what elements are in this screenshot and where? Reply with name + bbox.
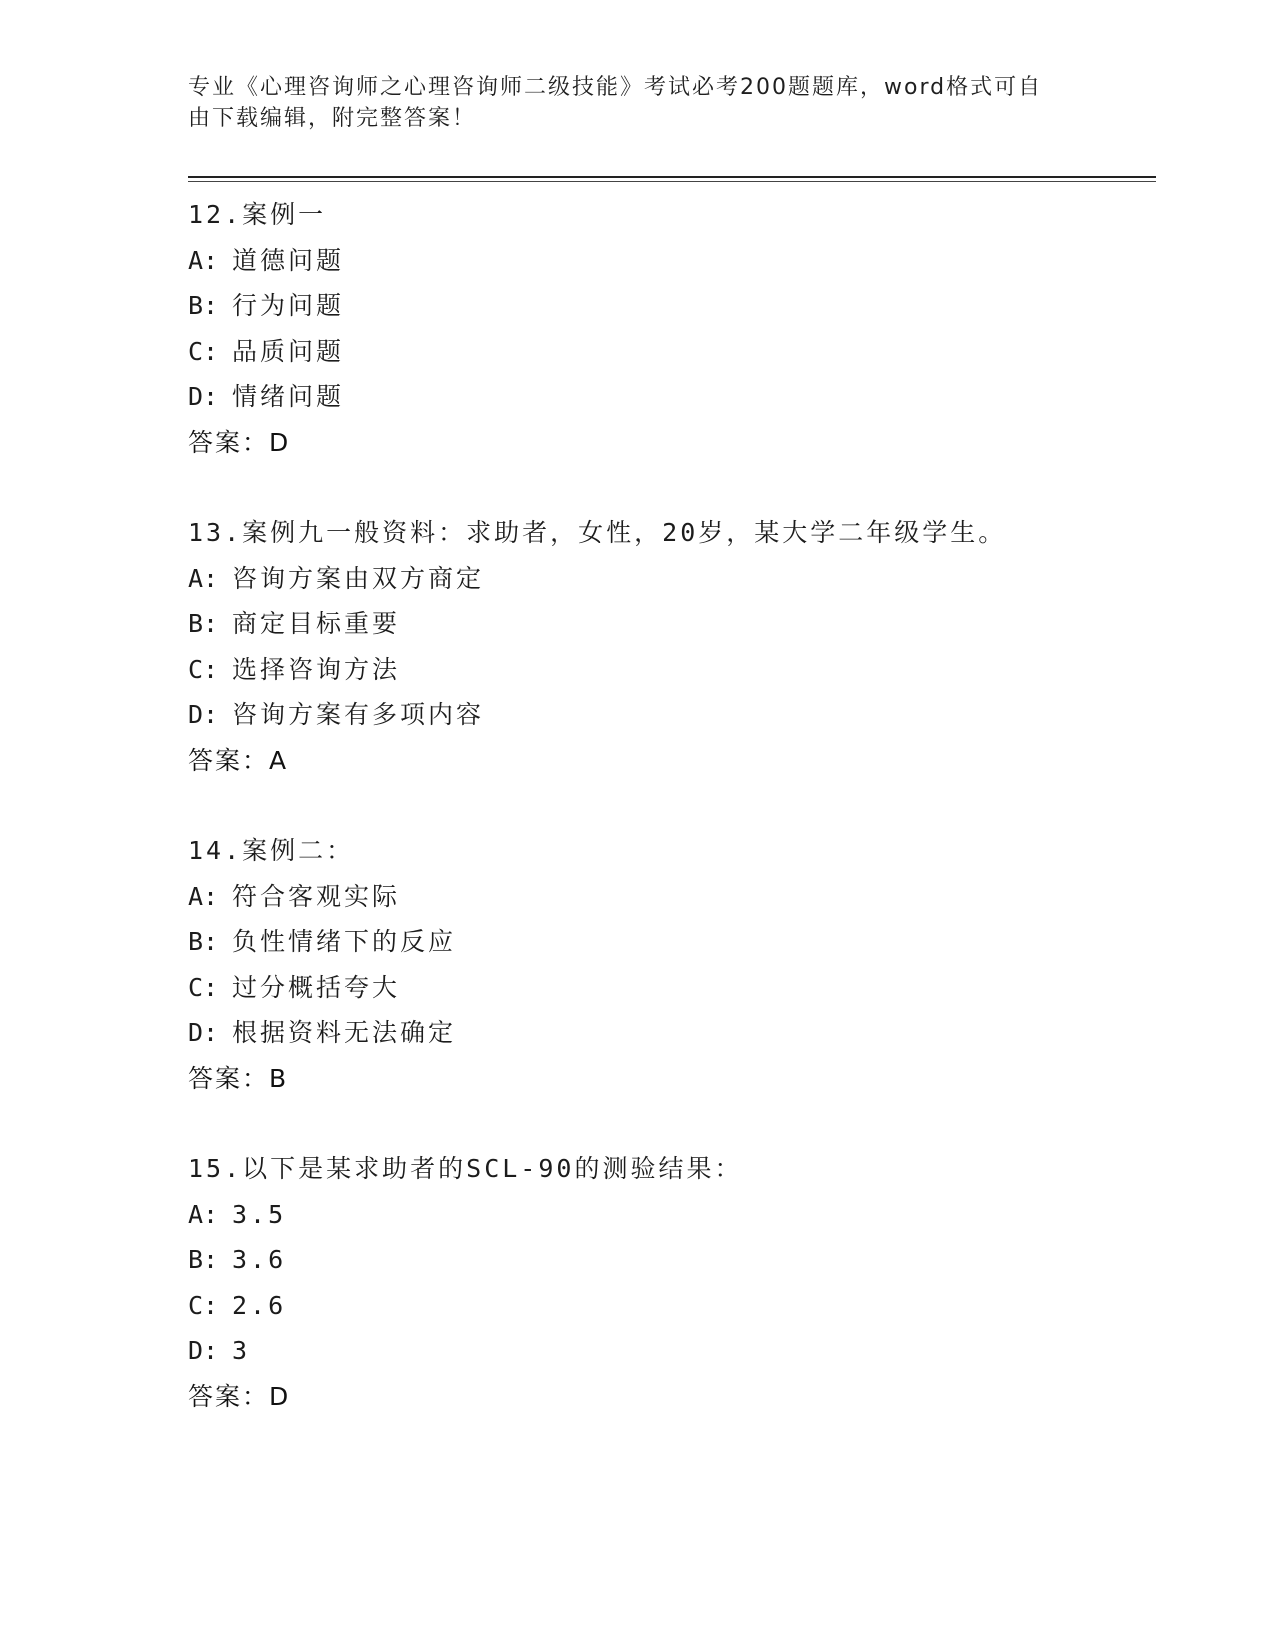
option-letter: C: bbox=[188, 654, 219, 684]
option-text: 2.6 bbox=[232, 1290, 287, 1320]
option-letter: A: bbox=[188, 881, 219, 911]
option-text: 符合客观实际 bbox=[232, 881, 401, 911]
option-text: 商定目标重要 bbox=[232, 609, 401, 638]
question-stem: 15.以下是某求助者的SCL-90的测验结果： bbox=[188, 1154, 743, 1183]
header-line-1: 专业《心理咨询师之心理咨询师二级技能》考试必考200题题库，word格式可自 bbox=[188, 75, 1043, 100]
option-letter: B: bbox=[188, 1245, 219, 1274]
header-divider-thin bbox=[188, 181, 1156, 182]
option-text: 过分概括夸大 bbox=[232, 972, 401, 1002]
option-text: 3.5 bbox=[232, 1199, 287, 1229]
answer-line: 答案：B bbox=[188, 1063, 289, 1093]
option-d bbox=[188, 1010, 1148, 1056]
header-divider-thick bbox=[188, 176, 1156, 178]
option-text: 咨询方案由双方商定 bbox=[232, 563, 485, 593]
option-a bbox=[188, 1192, 1148, 1238]
answer-line: 答案：D bbox=[188, 427, 291, 457]
question-stem: 14.案例二： bbox=[188, 836, 355, 865]
document-header bbox=[188, 72, 1068, 134]
option-letter: D: bbox=[188, 382, 219, 411]
option-letter: C: bbox=[188, 972, 219, 1002]
option-text: 品质问题 bbox=[232, 336, 345, 366]
option-letter: B: bbox=[188, 927, 219, 956]
option-letter: D: bbox=[188, 1336, 219, 1365]
option-text: 行为问题 bbox=[232, 291, 345, 320]
option-a bbox=[188, 556, 1148, 602]
option-c bbox=[188, 1283, 1148, 1329]
question-14 bbox=[188, 828, 1148, 1101]
option-text: 3 bbox=[232, 1336, 251, 1365]
option-text: 选择咨询方法 bbox=[232, 654, 401, 684]
option-a bbox=[188, 238, 1148, 284]
header-line-2: 由下载编辑，附完整答案！ bbox=[188, 106, 477, 131]
question-13 bbox=[188, 510, 1148, 783]
option-b bbox=[188, 919, 1148, 965]
question-list bbox=[188, 192, 1148, 1464]
option-letter: C: bbox=[188, 336, 219, 366]
option-letter: A: bbox=[188, 1199, 219, 1229]
answer-line: 答案：D bbox=[188, 1381, 291, 1411]
option-b bbox=[188, 1237, 1148, 1283]
option-text: 根据资料无法确定 bbox=[232, 1018, 457, 1047]
option-b bbox=[188, 283, 1148, 329]
question-stem: 13.案例九一般资料：求助者，女性，20岁，某大学二年级学生。 bbox=[188, 518, 1007, 547]
option-b bbox=[188, 601, 1148, 647]
answer-line: 答案：A bbox=[188, 745, 289, 775]
option-letter: A: bbox=[188, 245, 219, 275]
option-letter: A: bbox=[188, 563, 219, 593]
option-letter: D: bbox=[188, 700, 219, 729]
option-text: 3.6 bbox=[232, 1245, 287, 1274]
question-12 bbox=[188, 192, 1148, 465]
option-c bbox=[188, 647, 1148, 693]
option-c bbox=[188, 329, 1148, 375]
option-text: 道德问题 bbox=[232, 245, 345, 275]
option-c bbox=[188, 965, 1148, 1011]
question-15 bbox=[188, 1146, 1148, 1419]
option-d bbox=[188, 1328, 1148, 1374]
option-text: 情绪问题 bbox=[232, 382, 345, 411]
option-letter: C: bbox=[188, 1290, 219, 1320]
option-letter: D: bbox=[188, 1018, 219, 1047]
option-d bbox=[188, 374, 1148, 420]
option-d bbox=[188, 692, 1148, 738]
option-a bbox=[188, 874, 1148, 920]
option-letter: B: bbox=[188, 609, 219, 638]
option-text: 负性情绪下的反应 bbox=[232, 927, 457, 956]
option-text: 咨询方案有多项内容 bbox=[232, 700, 485, 729]
option-letter: B: bbox=[188, 291, 219, 320]
question-stem: 12.案例一 bbox=[188, 200, 327, 229]
